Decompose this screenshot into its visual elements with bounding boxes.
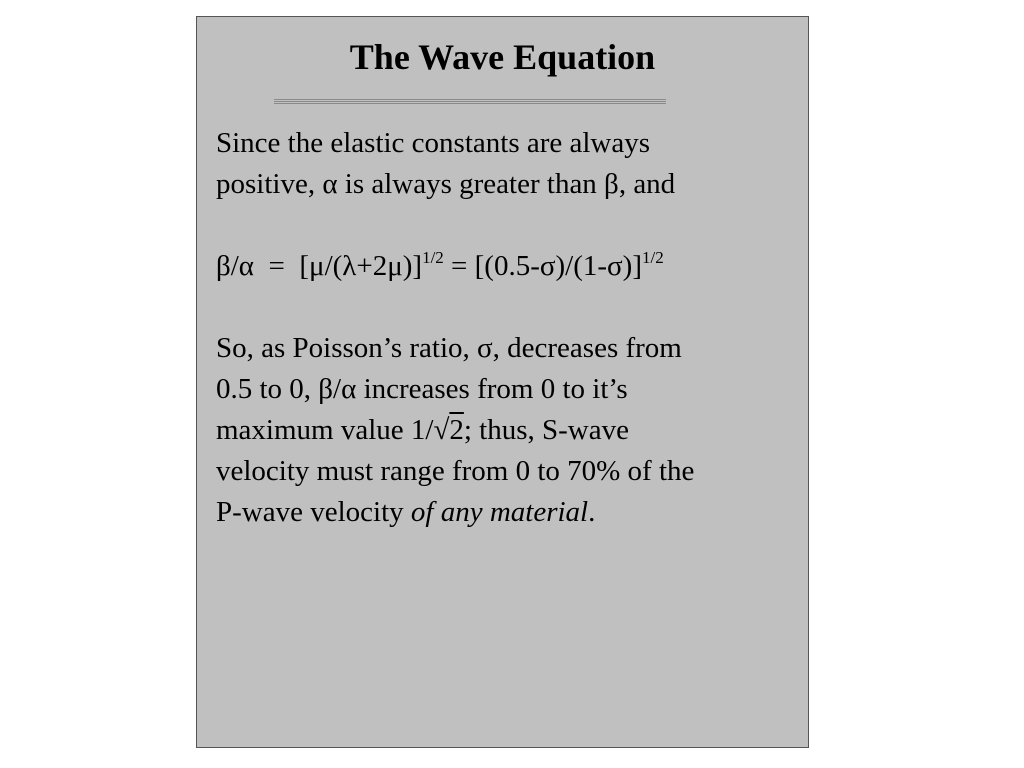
conclusion-line-5-post: . xyxy=(588,496,596,528)
equation-lhs: β/α = [μ/(λ+2μ)] xyxy=(216,250,423,282)
emphasis-any-material: of any material xyxy=(410,496,589,528)
conclusion-line-2: 0.5 to 0, β/α increases from 0 to it’s xyxy=(216,373,628,405)
equation-exponent-1: 1/2 xyxy=(422,248,444,267)
equation xyxy=(216,246,796,287)
intro-line-2: positive, α is always greater than β, and xyxy=(216,168,676,200)
conclusion-line-3-post: ; thus, S-wave xyxy=(463,414,629,446)
slide-body xyxy=(216,123,796,533)
slide-panel xyxy=(196,16,809,748)
sqrt-radicand: 2 xyxy=(449,414,464,446)
conclusion-line-4: velocity must range from 0 to 70% of the xyxy=(216,455,695,487)
equation-rhs: = [(0.5-σ)/(1-σ)] xyxy=(443,250,642,282)
title-divider xyxy=(274,99,666,106)
conclusion-line-3-pre: maximum value 1/√ xyxy=(216,414,450,446)
paragraph-intro xyxy=(216,123,796,205)
intro-line-1: Since the elastic constants are always xyxy=(216,127,651,159)
conclusion-line-5-pre: P-wave velocity xyxy=(216,496,411,528)
conclusion-line-1: So, as Poisson’s ratio, σ, decreases from xyxy=(216,332,682,364)
paragraph-conclusion xyxy=(216,328,796,533)
slide-title: The Wave Equation xyxy=(349,37,656,77)
equation-exponent-2: 1/2 xyxy=(641,248,664,267)
